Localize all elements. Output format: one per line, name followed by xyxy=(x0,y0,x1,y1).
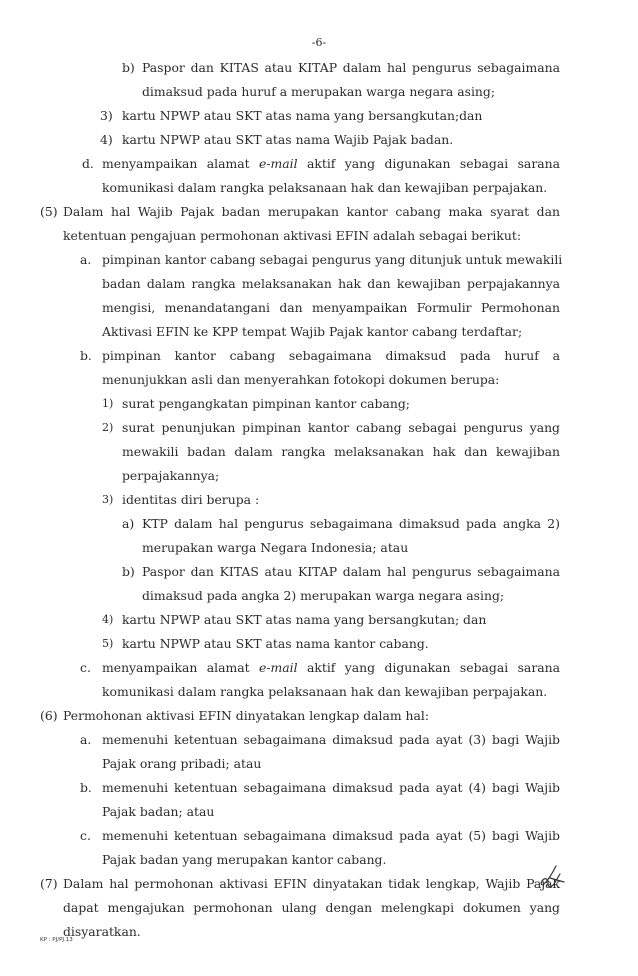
text-line: Pajak orang pribadi; atau xyxy=(102,756,262,771)
text-line: komunikasi dalam rangka pelaksanaan hak dan kewajiban perpajakan. xyxy=(102,684,548,699)
text-line: kartu NPWP atau SKT atas nama yang bersangkutan;dan xyxy=(122,108,483,123)
text-line: pimpinan kantor cabang sebagaimana dimaksud pada huruf a xyxy=(102,348,560,363)
text-line: Pajak badan; atau xyxy=(102,804,215,819)
text-line: KTP dalam hal pengurus sebagaimana dimaksud pada angka 2) xyxy=(142,516,560,531)
text-line: kartu NPWP atau SKT atas nama Wajib Pajak badan. xyxy=(122,132,454,147)
text-line: memenuhi ketentuan sebagaimana dimaksud pada ayat (3) bagi Wajib xyxy=(102,732,560,747)
text-line: kartu NPWP atau SKT atas nama yang bersangkutan; dan xyxy=(122,612,487,627)
text-line: ketentuan pengajuan permohonan aktivasi EFIN adalah sebagai berikut: xyxy=(63,228,522,243)
text-line: Dalam hal Wajib Pajak badan merupakan kantor cabang maka syarat dan xyxy=(63,204,560,219)
paragraph-number: (7) xyxy=(40,876,58,891)
item-marker: b) xyxy=(122,60,135,75)
item-marker: 2) xyxy=(102,421,114,434)
item-marker: c. xyxy=(80,828,91,843)
paraf-signature xyxy=(536,862,570,892)
paragraph-number: (6) xyxy=(40,708,58,723)
item-marker: 5) xyxy=(102,637,114,650)
text-line: dapat mengajukan permohonan ulang dengan melengkapi dokumen yang xyxy=(63,900,560,915)
text-line: Permohonan aktivasi EFIN dinyatakan lengkap dalam hal: xyxy=(63,708,430,723)
text-line: kartu NPWP atau SKT atas nama kantor cabang. xyxy=(122,636,429,651)
page-number: -6- xyxy=(311,36,327,49)
item-marker: a. xyxy=(80,252,92,267)
text-line: identitas diri berupa : xyxy=(122,492,260,507)
text-line: Paspor dan KITAS atau KITAP dalam hal pengurus sebagaimana xyxy=(142,60,560,75)
text-line: Paspor dan KITAS atau KITAP dalam hal pengurus sebagaimana xyxy=(142,564,560,579)
text-line: dimaksud pada angka 2) merupakan warga negara asing; xyxy=(142,588,505,603)
text-line: surat penunjukan pimpinan kantor cabang sebagai pengurus yang xyxy=(122,420,560,435)
text-line: mewakili badan dalam rangka melaksanakan hak dan kewajiban xyxy=(122,444,560,459)
item-marker: a. xyxy=(80,732,92,747)
text-line: dimaksud pada huruf a merupakan warga negara asing; xyxy=(142,84,496,99)
item-marker: 3) xyxy=(102,493,114,506)
text-line: memenuhi ketentuan sebagaimana dimaksud pada ayat (4) bagi Wajib xyxy=(102,780,560,795)
text-line: Pajak badan yang merupakan kantor cabang. xyxy=(102,852,387,867)
text-line: memenuhi ketentuan sebagaimana dimaksud pada ayat (5) bagi Wajib xyxy=(102,828,560,843)
text-line: mengisi, menandatangani dan menyampaikan Formulir Permohonan xyxy=(102,300,560,315)
text-line: pimpinan kantor cabang sebagai pengurus yang ditunjuk untuk mewakili xyxy=(102,252,563,267)
text-line: menunjukkan asli dan menyerahkan fotokopi dokumen berupa: xyxy=(102,372,500,387)
item-marker: 4) xyxy=(102,613,114,626)
text-line: menyampaikan alamat e-mail aktif yang digunakan sebagai sarana xyxy=(102,660,560,675)
text-line: Aktivasi EFIN ke KPP tempat Wajib Pajak kantor cabang terdaftar; xyxy=(102,324,523,339)
item-marker: c. xyxy=(80,660,91,675)
text-line: surat pengangkatan pimpinan kantor cabang; xyxy=(122,396,410,411)
item-marker: d. xyxy=(82,156,94,171)
text-line: merupakan warga Negara Indonesia; atau xyxy=(142,540,409,555)
text-line: disyaratkan. xyxy=(63,924,141,939)
item-marker: a) xyxy=(122,516,135,531)
item-marker: b. xyxy=(80,348,92,363)
text-line: menyampaikan alamat e-mail aktif yang digunakan sebagai sarana xyxy=(102,156,560,171)
item-marker: b. xyxy=(80,780,92,795)
text-line: perpajakannya; xyxy=(122,468,220,483)
text-line: Dalam hal permohonan aktivasi EFIN dinyatakan tidak lengkap, Wajib Pajak xyxy=(63,876,560,891)
item-marker: 4) xyxy=(100,132,113,147)
item-marker: 3) xyxy=(100,108,113,123)
text-line: komunikasi dalam rangka pelaksanaan hak dan kewajiban perpajakan. xyxy=(102,180,548,195)
item-marker: 1) xyxy=(102,397,114,410)
paragraph-number: (5) xyxy=(40,204,58,219)
footer-code: KP : PJ/PJ.13 xyxy=(40,937,73,943)
item-marker: b) xyxy=(122,564,135,579)
text-line: badan dalam rangka melaksanakan hak dan kewajiban perpajakannya xyxy=(102,276,560,291)
